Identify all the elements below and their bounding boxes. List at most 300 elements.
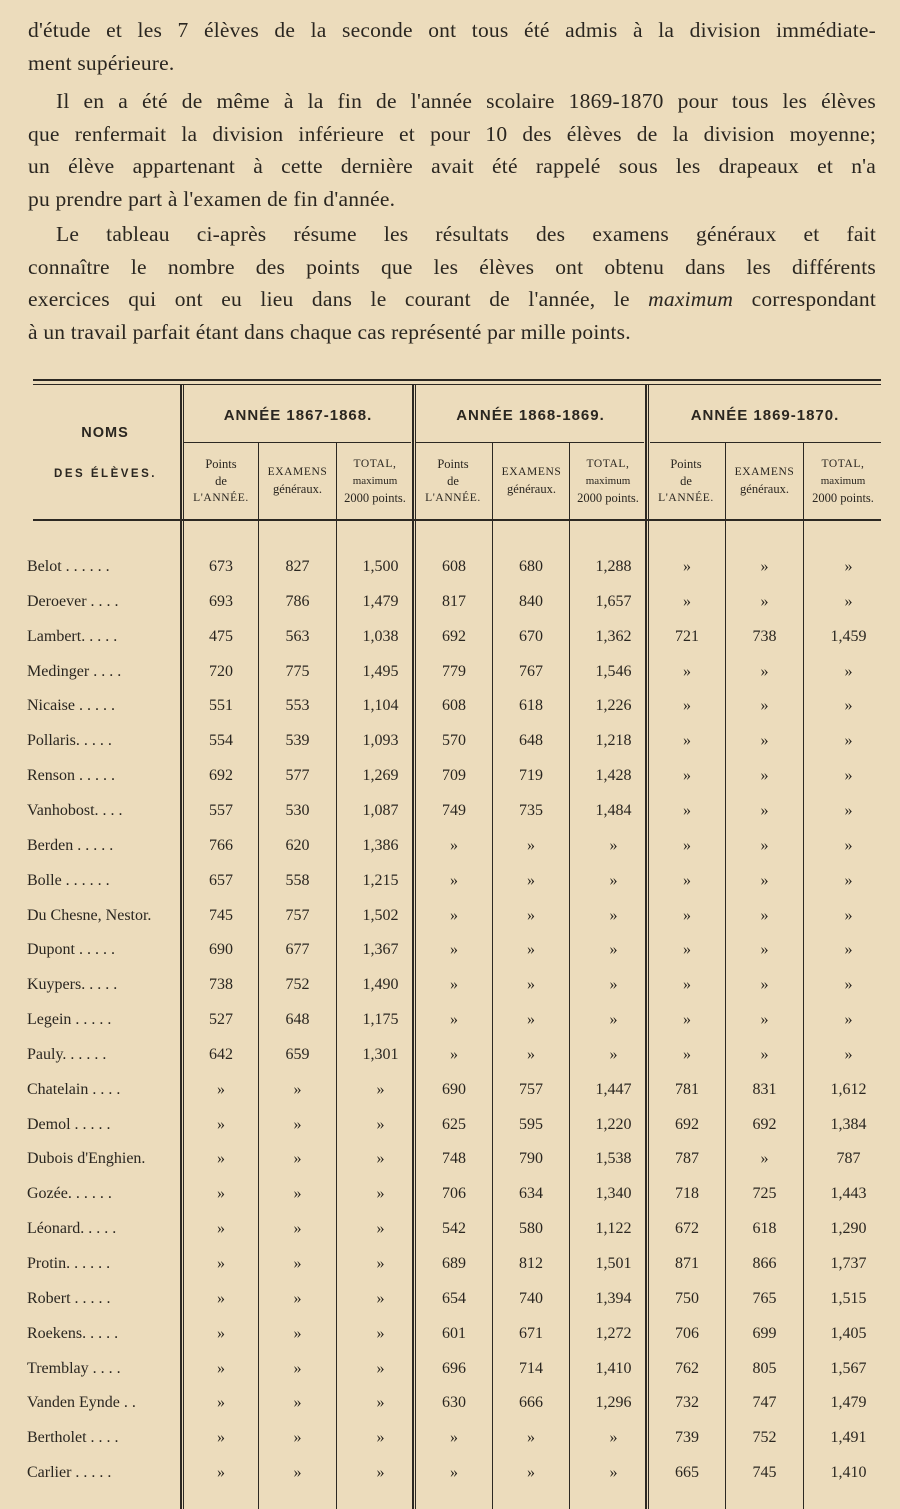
table-cell: 642: [209, 1045, 233, 1063]
table-cell: 1,490: [362, 976, 399, 994]
student-name: Bertholet . . . .: [27, 1429, 119, 1447]
header-text: de: [215, 474, 227, 488]
table-cell: »: [217, 1394, 225, 1412]
table-cell: »: [293, 1150, 302, 1168]
total-header: [804, 456, 882, 507]
student-name: Pauly. . . . . .: [27, 1045, 107, 1063]
text-line: d'étude et les 7 élèves de la seconde ont tous été admis à la division immédiate-: [28, 18, 876, 42]
table-cell: »: [293, 1464, 302, 1482]
table-cell: »: [217, 1080, 225, 1098]
table-cell: 1,301: [362, 1045, 399, 1063]
table-cell: 1,737: [830, 1255, 867, 1272]
table-cell: »: [609, 1464, 618, 1482]
table-row: [0, 975, 900, 1010]
table-row: [0, 1184, 900, 1219]
table-cell: »: [217, 1255, 225, 1272]
table-cell: »: [760, 697, 769, 715]
table-cell: »: [217, 1359, 225, 1377]
table-cell: »: [376, 1080, 385, 1098]
year-rule-3: [650, 442, 881, 443]
table-cell: 732: [675, 1394, 699, 1412]
header-text: maximum: [820, 475, 866, 487]
table-cell: »: [683, 976, 691, 994]
table-row: [0, 1080, 900, 1115]
text-segment: exercices qui ont eu lieu dans le courant de l'année, le: [28, 287, 630, 312]
table-cell: »: [450, 1045, 458, 1063]
table-cell: »: [450, 906, 458, 924]
student-name: Nicaise . . . . .: [27, 697, 115, 715]
table-cell: 779: [442, 662, 466, 680]
table-row: [0, 906, 900, 941]
table-cell: 787: [675, 1150, 699, 1168]
table-cell: 1,501: [595, 1255, 632, 1272]
table-cell: 554: [209, 732, 233, 750]
exam-header: [493, 464, 570, 498]
table-cell: 670: [519, 627, 543, 645]
table-cell: 1,410: [830, 1464, 867, 1482]
table-cell: »: [376, 1429, 385, 1447]
table-row: [0, 1010, 900, 1045]
table-cell: 692: [442, 627, 466, 645]
student-name: Deroever . . . .: [27, 592, 119, 610]
table-cell: 714: [519, 1359, 543, 1377]
table-cell: 665: [675, 1464, 699, 1482]
table-cell: 680: [519, 558, 543, 575]
table-cell: »: [450, 1429, 458, 1447]
table-cell: 693: [209, 592, 233, 610]
student-name: Vanden Eynde . .: [27, 1394, 136, 1412]
table-cell: »: [450, 976, 458, 994]
table-cell: »: [450, 871, 458, 889]
table-cell: 735: [519, 801, 543, 819]
student-name: Berden . . . . .: [27, 836, 114, 854]
italic-word: maximum: [648, 287, 734, 312]
table-row: [0, 696, 900, 731]
table-cell: »: [844, 906, 853, 924]
table-cell: 866: [752, 1255, 777, 1272]
table-cell: »: [293, 1429, 302, 1447]
table-cell: »: [760, 1045, 769, 1063]
table-cell: »: [844, 697, 853, 715]
table-cell: 475: [209, 627, 233, 645]
table-cell: »: [760, 767, 769, 785]
header-text: généraux.: [740, 482, 789, 496]
table-cell: 608: [442, 558, 466, 575]
text-line: un élève appartenant à cette dernière avait été rappelé sous les drapeaux et n'a: [28, 154, 876, 179]
table-cell: »: [760, 592, 769, 610]
total-header: [337, 456, 413, 507]
year-header-1867: ANNÉE 1867-1868.: [223, 407, 373, 424]
table-cell: 1,269: [362, 767, 399, 785]
table-cell: 739: [675, 1429, 699, 1447]
table-cell: 1,272: [595, 1324, 632, 1342]
table-row: [0, 557, 900, 592]
table-cell: »: [760, 976, 769, 994]
table-cell: 766: [209, 836, 233, 854]
table-cell: »: [527, 1429, 535, 1447]
table-cell: »: [760, 1011, 769, 1029]
table-cell: 692: [209, 767, 233, 785]
table-cell: 618: [752, 1220, 777, 1238]
table-cell: »: [450, 1464, 458, 1482]
text-line: Il en a été de même à la fin de l'année scolaire 1869-1870 pour tous les élèves: [56, 89, 876, 113]
table-cell: 1,215: [362, 871, 399, 889]
table-cell: 1,386: [362, 836, 399, 854]
table-cell: 1,218: [595, 732, 632, 750]
text-line: connaître le nombre des points que les élèves ont obtenu dans les différents: [28, 254, 876, 279]
table-cell: 1,290: [830, 1220, 867, 1238]
year-header-1868: ANNÉE 1868-1869.: [456, 407, 605, 424]
table-cell: 718: [675, 1185, 699, 1203]
table-cell: »: [760, 732, 769, 750]
table-cell: 1,546: [595, 662, 632, 680]
table-cell: 817: [442, 592, 466, 610]
table-cell: »: [609, 1045, 618, 1063]
table-cell: »: [844, 801, 853, 819]
table-cell: »: [683, 801, 691, 819]
table-cell: 747: [752, 1394, 777, 1412]
header-text: généraux.: [273, 482, 322, 496]
table-cell: 706: [675, 1324, 699, 1342]
header-text: TOTAL,: [821, 458, 865, 470]
table-cell: 812: [519, 1255, 543, 1272]
text-line: que renfermait la division inférieure et pour 10 des élèves de la division moyenne;: [28, 121, 876, 146]
table-cell: »: [760, 662, 769, 680]
header-text: Points: [670, 457, 702, 471]
student-name: Vanhobost. . . .: [27, 801, 123, 819]
header-text: L'ANNÉE.: [193, 492, 249, 504]
table-cell: »: [844, 1045, 853, 1063]
table-cell: »: [683, 871, 691, 889]
table-row: [0, 1324, 900, 1359]
table-cell: »: [450, 1011, 458, 1029]
table-cell: 1,038: [362, 627, 399, 645]
table-cell: »: [609, 941, 618, 959]
table-top-rule-thin: [33, 384, 881, 385]
table-cell: »: [683, 662, 691, 680]
table-cell: »: [609, 1011, 618, 1029]
table-cell: »: [760, 906, 769, 924]
table-cell: »: [609, 976, 618, 994]
table-cell: 601: [442, 1324, 466, 1342]
table-cell: »: [217, 1429, 225, 1447]
table-cell: 1,502: [362, 906, 399, 924]
student-name: Carlier . . . . .: [27, 1464, 112, 1482]
table-row: [0, 801, 900, 836]
table-cell: 1,122: [595, 1220, 632, 1238]
student-name: Legein . . . . .: [27, 1011, 112, 1029]
table-cell: 781: [675, 1080, 699, 1098]
student-name: Medinger . . . .: [27, 662, 122, 680]
table-cell: »: [527, 976, 535, 994]
student-name: Kuypers. . . . .: [27, 976, 118, 994]
table-cell: »: [527, 871, 535, 889]
table-cell: »: [376, 1289, 385, 1307]
table-row: [0, 1045, 900, 1080]
table-row: [0, 1463, 900, 1498]
table-cell: »: [527, 1464, 535, 1482]
table-cell: 1,567: [830, 1359, 867, 1377]
table-cell: 786: [285, 592, 310, 610]
text-line: pu prendre part à l'examen de fin d'année.: [28, 186, 396, 211]
table-cell: 608: [442, 697, 466, 715]
table-cell: 765: [752, 1289, 777, 1307]
table-cell: 762: [675, 1359, 699, 1377]
table-cell: »: [844, 976, 853, 994]
exam-header: [259, 464, 336, 498]
header-text: de: [447, 474, 459, 488]
header-text: TOTAL,: [353, 458, 397, 470]
student-name: Belot . . . . . .: [27, 558, 110, 575]
table-cell: 719: [519, 767, 543, 785]
student-name: Léonard. . . . .: [27, 1220, 117, 1238]
student-name: Robert . . . . .: [27, 1289, 111, 1307]
table-cell: »: [293, 1394, 302, 1412]
table-cell: 577: [285, 767, 310, 785]
table-cell: »: [760, 801, 769, 819]
table-cell: »: [844, 662, 853, 680]
text-line-with-italic: [28, 283, 876, 316]
table-cell: »: [683, 1011, 691, 1029]
table-cell: 752: [285, 976, 310, 994]
table-cell: 738: [752, 627, 777, 645]
table-row: [0, 1254, 900, 1289]
table-cell: 721: [675, 627, 699, 645]
student-name: Chatelain . . . .: [27, 1080, 121, 1098]
student-name: Renson . . . . .: [27, 767, 115, 785]
table-cell: 1,220: [595, 1115, 632, 1133]
table-cell: 871: [675, 1255, 699, 1272]
table-cell: 657: [209, 871, 233, 889]
table-cell: 553: [285, 697, 310, 715]
table-cell: 706: [442, 1185, 466, 1203]
table-cell: 749: [442, 801, 466, 819]
table-cell: 1,087: [362, 801, 399, 819]
table-cell: 1,500: [362, 558, 399, 575]
table-cell: »: [609, 836, 618, 854]
header-text: de: [680, 474, 692, 488]
table-row: [0, 1115, 900, 1150]
student-name: Dupont . . . . .: [27, 941, 115, 959]
table-cell: »: [683, 697, 691, 715]
table-cell: »: [376, 1324, 385, 1342]
table-cell: 1,226: [595, 697, 632, 715]
table-cell: 1,484: [595, 801, 632, 819]
table-cell: »: [376, 1359, 385, 1377]
table-cell: »: [683, 732, 691, 750]
header-text: L'ANNÉE.: [658, 492, 714, 504]
header-text: maximum: [585, 475, 631, 487]
table-cell: 1,405: [830, 1324, 867, 1342]
table-row: [0, 1149, 900, 1184]
table-cell: 775: [285, 662, 310, 680]
table-row: [0, 836, 900, 871]
table-cell: »: [293, 1185, 302, 1203]
table-cell: 1,362: [595, 627, 632, 645]
table-cell: 690: [209, 941, 233, 959]
table-cell: 767: [519, 662, 543, 680]
text-line: ment supérieure.: [28, 50, 175, 75]
table-cell: »: [217, 1150, 225, 1168]
table-row: [0, 1359, 900, 1394]
table-cell: 595: [519, 1115, 543, 1133]
year-header-1869: ANNÉE 1869-1870.: [690, 407, 840, 424]
table-cell: »: [844, 558, 853, 575]
table-cell: 677: [285, 941, 310, 959]
table-cell: »: [293, 1115, 302, 1133]
table-cell: 527: [209, 1011, 233, 1029]
table-cell: 1,410: [595, 1359, 632, 1377]
table-cell: »: [527, 836, 535, 854]
year-rule-1: [183, 442, 411, 443]
table-cell: »: [376, 1394, 385, 1412]
table-cell: 1,443: [830, 1185, 867, 1203]
table-cell: 1,515: [830, 1289, 867, 1307]
table-cell: 692: [752, 1115, 777, 1133]
table-cell: 542: [442, 1220, 466, 1238]
student-name: Pollaris. . . . .: [27, 732, 112, 750]
student-name: Demol . . . . .: [27, 1115, 111, 1133]
table-cell: 1,093: [362, 732, 399, 750]
header-text: 2000 points.: [812, 491, 874, 505]
table-cell: 1,479: [830, 1394, 867, 1412]
table-cell: »: [760, 941, 769, 959]
table-cell: »: [760, 871, 769, 889]
table-cell: 666: [519, 1394, 543, 1412]
table-cell: 827: [285, 558, 310, 575]
table-cell: 787: [836, 1150, 861, 1168]
table-cell: »: [844, 871, 853, 889]
table-cell: 648: [519, 732, 543, 750]
points-header: [649, 456, 723, 507]
table-cell: 696: [442, 1359, 466, 1377]
table-row: [0, 592, 900, 627]
table-cell: 690: [442, 1080, 466, 1098]
student-name: Bolle . . . . . .: [27, 871, 110, 889]
table-top-rule: [33, 379, 881, 381]
table-cell: »: [527, 1045, 535, 1063]
table-cell: »: [450, 941, 458, 959]
table-cell: »: [844, 836, 853, 854]
table-cell: 1,394: [595, 1289, 632, 1307]
table-cell: 757: [285, 906, 310, 924]
table-row: [0, 1428, 900, 1463]
table-cell: »: [376, 1464, 385, 1482]
table-cell: »: [844, 732, 853, 750]
paragraph-2: [28, 85, 876, 215]
table-cell: 1,491: [830, 1429, 867, 1447]
table-cell: »: [527, 941, 535, 959]
table-cell: 1,538: [595, 1150, 632, 1168]
table-cell: »: [844, 1011, 853, 1029]
names-header-top: NOMS: [81, 425, 129, 441]
student-name: Dubois d'Enghien.: [27, 1150, 146, 1168]
table-cell: 840: [519, 592, 543, 610]
table-cell: 1,340: [595, 1185, 632, 1203]
table-cell: »: [293, 1359, 302, 1377]
table-cell: 1,447: [595, 1080, 632, 1098]
table-cell: 1,479: [362, 592, 399, 610]
header-text: 2000 points.: [577, 491, 639, 505]
table-cell: 745: [752, 1464, 777, 1482]
table-cell: »: [683, 1045, 691, 1063]
table-cell: 748: [442, 1150, 466, 1168]
table-cell: 654: [442, 1289, 466, 1307]
total-header: [570, 456, 646, 507]
table-cell: »: [217, 1324, 225, 1342]
table-cell: »: [683, 941, 691, 959]
table-cell: »: [293, 1255, 302, 1272]
table-cell: 563: [285, 627, 310, 645]
table-cell: »: [217, 1220, 225, 1238]
table-cell: 689: [442, 1255, 466, 1272]
table-cell: 580: [519, 1220, 543, 1238]
table-cell: 1,175: [362, 1011, 399, 1029]
table-row: [0, 766, 900, 801]
table-header-bottom-rule: [33, 519, 881, 521]
table-cell: »: [293, 1220, 302, 1238]
table-cell: 790: [519, 1150, 543, 1168]
table-cell: 1,288: [595, 558, 632, 575]
table-cell: 709: [442, 767, 466, 785]
student-name: Lambert. . . . .: [27, 627, 118, 645]
student-name: Gozée. . . . . .: [27, 1185, 112, 1203]
table-cell: 630: [442, 1394, 466, 1412]
table-cell: »: [376, 1115, 385, 1133]
table-cell: »: [609, 871, 618, 889]
table-cell: 551: [209, 697, 233, 715]
table-cell: »: [217, 1464, 225, 1482]
table-cell: »: [450, 836, 458, 854]
table-cell: 757: [519, 1080, 543, 1098]
table-cell: »: [376, 1150, 385, 1168]
table-cell: 1,104: [362, 697, 399, 715]
table-cell: 692: [675, 1115, 699, 1133]
paragraph-3: [28, 218, 876, 348]
table-cell: »: [609, 906, 618, 924]
table-cell: 634: [519, 1185, 543, 1203]
table-row: [0, 1219, 900, 1254]
table-cell: »: [527, 906, 535, 924]
table-cell: 1,657: [595, 592, 632, 610]
table-cell: »: [376, 1185, 385, 1203]
table-cell: 530: [285, 801, 310, 819]
table-cell: »: [217, 1289, 225, 1307]
table-row: [0, 1393, 900, 1428]
table-cell: 1,384: [830, 1115, 867, 1133]
table-cell: »: [844, 592, 853, 610]
header-text: TOTAL,: [586, 458, 630, 470]
table-cell: 1,612: [830, 1080, 867, 1098]
table-cell: 570: [442, 732, 466, 750]
table-cell: 1,428: [595, 767, 632, 785]
table-cell: »: [683, 767, 691, 785]
table-cell: »: [683, 836, 691, 854]
student-name: Du Chesne, Nestor.: [27, 906, 152, 924]
table-cell: 625: [442, 1115, 466, 1133]
table-cell: »: [683, 592, 691, 610]
table-cell: »: [844, 767, 853, 785]
table-cell: 1,495: [362, 662, 399, 680]
table-cell: »: [376, 1255, 385, 1272]
table-cell: 539: [285, 732, 310, 750]
points-header: [184, 456, 258, 507]
table-cell: 672: [675, 1220, 699, 1238]
table-row: [0, 871, 900, 906]
table-cell: 738: [209, 976, 233, 994]
paragraph-1: [28, 14, 876, 79]
table-cell: »: [293, 1324, 302, 1342]
